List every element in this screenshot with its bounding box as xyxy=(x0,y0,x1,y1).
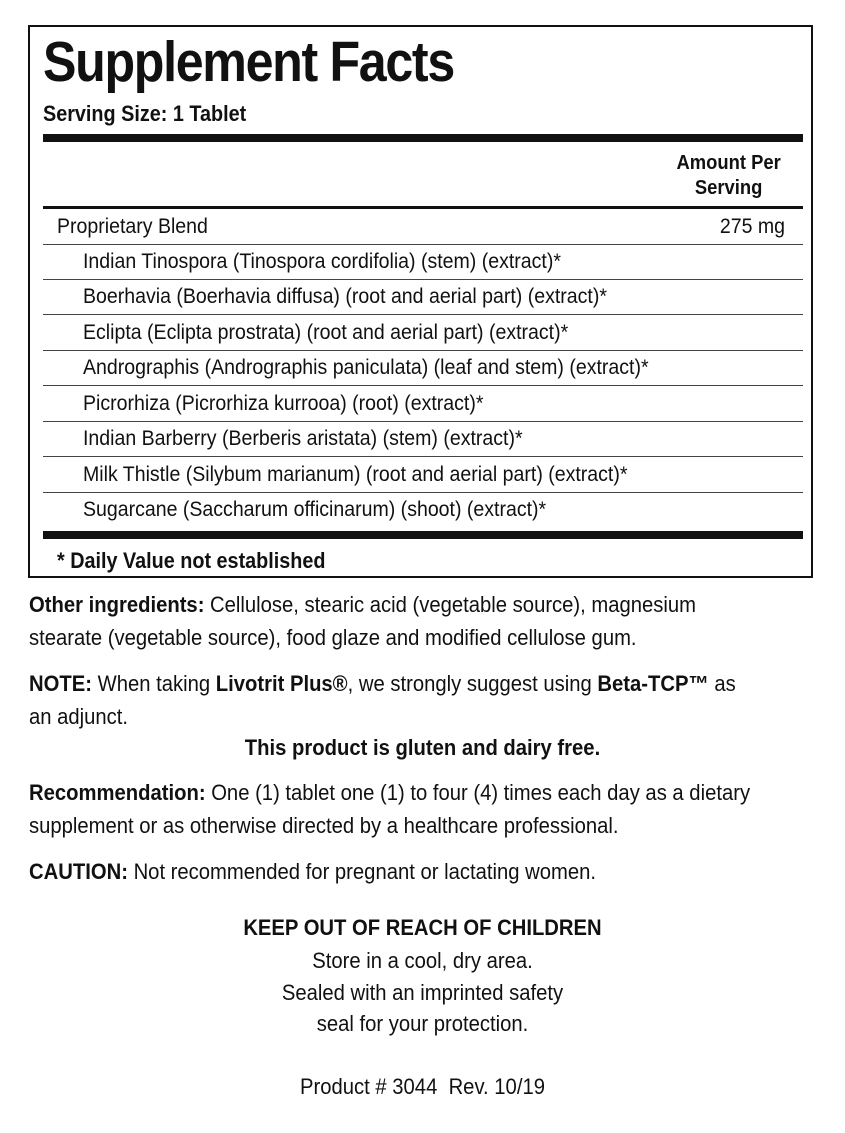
bottom-thick-divider xyxy=(43,531,803,539)
thick-divider xyxy=(43,134,803,142)
other-ingredients xyxy=(29,588,756,654)
caution-text: Not recommended for pregnant or lactating women. xyxy=(127,859,596,884)
gluten-dairy-free: This product is gluten and dairy free. xyxy=(244,735,601,760)
supplement-facts-panel xyxy=(28,25,813,578)
ingredient-row xyxy=(43,351,803,386)
product-number: Product # 3044 Rev. 10/19 xyxy=(300,1074,545,1099)
ingredient-row xyxy=(43,280,803,315)
ingredient-name: Andrographis (Andrographis paniculata) (leaf and stem) (extract)* xyxy=(83,356,649,379)
seal-line-1: Sealed with an imprinted safety xyxy=(281,980,564,1005)
keep-out-warning: KEEP OUT OF REACH OF CHILDREN xyxy=(243,915,602,940)
recommendation-paragraph xyxy=(29,776,756,842)
ingredient-row xyxy=(43,316,803,351)
ingredient-name: Sugarcane (Saccharum officinarum) (shoot) (extract)* xyxy=(83,498,547,521)
ingredient-name: Indian Tinospora (Tinospora cordifolia) (stem) (extract)* xyxy=(83,250,561,273)
ingredient-name: Indian Barberry (Berberis aristata) (stem) (extract)* xyxy=(83,427,523,450)
caution-label: CAUTION: xyxy=(29,859,128,884)
note-paragraph: NOTE: When taking Livotrit Plus®, we strongly suggest using Beta-TCP™ as an adjunct. xyxy=(29,671,736,729)
other-ingredients-label: Other ingredients: xyxy=(29,592,205,617)
ingredient-name: Milk Thistle (Silybum marianum) (root and aerial part) (extract)* xyxy=(83,463,628,486)
product-name: Livotrit Plus® xyxy=(215,671,348,696)
adjunct-product: Beta-TCP™ xyxy=(597,671,709,696)
blend-name: Proprietary Blend xyxy=(57,215,208,238)
ingredient-row xyxy=(43,493,803,528)
seal-line-2: seal for your protection. xyxy=(316,1011,529,1036)
recommendation-text: One (1) tablet one (1) to four (4) times each day as a dietary supplement or as otherwise directed by a healthcare professional. xyxy=(29,780,751,838)
blend-row xyxy=(43,210,803,245)
other-ingredients-text: Cellulose, stearic acid (vegetable source), magnesium stearate (vegetable source), food glaze and modified cellulose gum. xyxy=(29,592,697,650)
ingredient-row xyxy=(43,422,803,457)
serving-size: Serving Size: 1 Tablet xyxy=(43,101,247,126)
storage-instructions: Store in a cool, dry area. xyxy=(312,948,533,973)
header-divider xyxy=(43,206,803,209)
blend-amount: 275 mg xyxy=(719,215,785,238)
ingredient-row xyxy=(43,387,803,422)
note-label: NOTE: xyxy=(29,671,92,696)
amount-per-serving-header: Amount Per Serving xyxy=(676,152,781,199)
caution-paragraph xyxy=(29,855,756,888)
ingredient-row xyxy=(43,458,803,493)
panel-title: Supplement Facts xyxy=(43,30,454,94)
ingredient-row xyxy=(43,245,803,280)
ingredient-name: Eclipta (Eclipta prostrata) (root and aerial part) (extract)* xyxy=(83,321,569,344)
daily-value-note: * Daily Value not established xyxy=(57,548,326,573)
ingredient-name: Picrorhiza (Picrorhiza kurrooa) (root) (extract)* xyxy=(83,392,484,415)
ingredient-name: Boerhavia (Boerhavia diffusa) (root and aerial part) (extract)* xyxy=(83,285,607,308)
recommendation-label: Recommendation: xyxy=(29,780,206,805)
